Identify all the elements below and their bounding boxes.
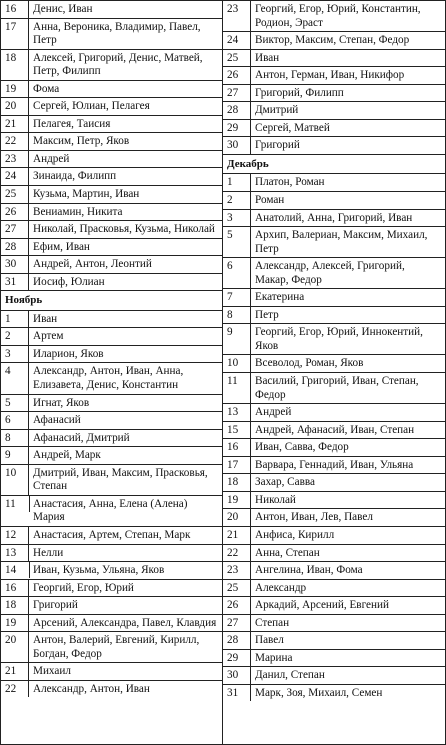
table-row	[1, 496, 222, 527]
table-row	[1, 328, 222, 346]
table-row	[223, 227, 445, 258]
table-column-right	[223, 1, 445, 744]
day-number: 10	[223, 355, 251, 372]
table-row	[1, 562, 222, 580]
table-column-left	[1, 1, 223, 744]
names-cell: Иван	[33, 312, 58, 325]
day-number: 3	[1, 346, 29, 363]
table-row	[223, 258, 445, 289]
day-number: 2	[223, 192, 251, 209]
day-number: 30	[223, 667, 251, 684]
names-cell: Александр	[255, 581, 307, 594]
day-number: 8	[223, 307, 251, 324]
names-cell: Антон, Герман, Иван, Никифор	[255, 69, 405, 82]
day-number: 1	[223, 174, 251, 191]
names-cell: Аркадий, Арсений, Евгений	[255, 599, 389, 612]
day-number: 15	[223, 422, 251, 439]
names-cell: Александр, Антон, Иван	[33, 682, 150, 695]
table-row	[1, 465, 222, 496]
names-cell: Андрей	[33, 152, 70, 165]
names-cell: Анна, Степан	[255, 546, 320, 559]
day-number: 7	[223, 289, 251, 306]
day-number: 20	[223, 509, 251, 526]
table-row	[223, 615, 445, 633]
day-number: 27	[223, 615, 251, 632]
names-cell: Иван, Кузьма, Ульяна, Яков	[33, 564, 165, 577]
names-cell: Варвара, Геннадий, Иван, Ульяна	[255, 458, 414, 471]
names-cell: Георгий, Егор, Юрий, Иннокентий, Яков	[255, 326, 423, 352]
table-row	[223, 685, 445, 702]
table-row	[1, 632, 222, 663]
day-number: 10	[1, 465, 29, 495]
table-row	[1, 239, 222, 257]
names-cell: Сергей, Юлиан, Пелагея	[33, 100, 150, 113]
names-cell: Андрей	[255, 406, 292, 419]
day-number: 26	[1, 204, 29, 221]
day-number: 5	[1, 395, 29, 412]
day-number: 18	[1, 50, 29, 80]
table-row	[1, 151, 222, 169]
day-number: 23	[223, 1, 251, 31]
day-number: 13	[223, 404, 251, 421]
names-cell: Александр, Антон, Иван, Анна, Елизавета, Денис, Константин	[33, 365, 184, 392]
day-number: 26	[223, 67, 251, 84]
names-cell: Григорий	[33, 599, 78, 612]
day-number: 28	[1, 239, 29, 256]
day-number: 6	[1, 412, 29, 429]
day-number: 31	[223, 685, 251, 702]
names-cell: Вениамин, Никита	[33, 205, 123, 218]
day-number: 5	[223, 227, 251, 257]
table-row	[1, 186, 222, 204]
day-number: 4	[1, 363, 29, 393]
day-number: 9	[1, 447, 29, 464]
table-row	[1, 81, 222, 99]
names-cell: Архип, Валериан, Максим, Михаил, Петр	[255, 229, 428, 255]
day-number: 11	[223, 373, 251, 403]
table-row	[1, 681, 222, 698]
names-cell: Георгий, Егор, Юрий	[33, 581, 134, 594]
day-number: 2	[1, 328, 29, 345]
day-number: 13	[1, 545, 29, 562]
names-cell: Афанасий, Дмитрий	[33, 431, 130, 444]
table-row	[1, 615, 222, 633]
table-row	[1, 412, 222, 430]
table-row	[223, 457, 445, 475]
table-row	[1, 50, 222, 81]
table-row	[223, 373, 445, 404]
names-cell: Артем	[33, 330, 64, 343]
table-row	[1, 363, 222, 394]
names-cell: Ефим, Иван	[33, 240, 90, 253]
names-cell: Антон, Валерий, Евгений, Кирилл, Богдан, Федор	[33, 634, 200, 660]
table-row	[223, 137, 445, 155]
names-cell: Григорий	[255, 139, 300, 152]
table-row	[223, 439, 445, 457]
names-cell: Фома	[33, 82, 60, 95]
day-number: 21	[1, 116, 29, 133]
table-row	[1, 580, 222, 598]
table-row	[1, 256, 222, 274]
day-number: 19	[1, 81, 29, 98]
table-row	[223, 67, 445, 85]
names-cell: Афанасий	[33, 414, 81, 427]
names-cell: Павел	[255, 634, 284, 647]
names-cell: Зинаида, Филипп	[33, 170, 117, 183]
names-cell: Арсений, Александра, Павел, Клавдия	[33, 616, 217, 629]
names-cell: Василий, Григорий, Иван, Степан, Федор	[255, 375, 419, 401]
day-number: 29	[223, 120, 251, 137]
table-row	[1, 98, 222, 116]
day-number: 19	[223, 492, 251, 509]
table-row	[1, 597, 222, 615]
table-row	[1, 116, 222, 134]
table-row	[223, 545, 445, 563]
table-row	[1, 346, 222, 364]
table-row	[1, 447, 222, 465]
day-number: 19	[1, 615, 29, 632]
day-number: 20	[1, 632, 29, 662]
day-number: 9	[223, 324, 251, 354]
names-cell: Виктор, Максим, Степан, Федор	[255, 34, 410, 47]
names-cell: Степан	[255, 616, 290, 629]
day-number: 25	[223, 50, 251, 67]
day-number: 31	[1, 274, 29, 291]
day-number: 14	[5, 564, 17, 577]
table-row	[1, 274, 222, 292]
table-row	[223, 474, 445, 492]
table-row	[223, 307, 445, 325]
month-header-row	[223, 155, 445, 175]
names-cell: Анатолий, Анна, Григорий, Иван	[255, 211, 413, 224]
day-number: 27	[1, 221, 29, 238]
table-row	[223, 562, 445, 580]
table-row	[223, 422, 445, 440]
names-cell: Николай, Прасковья, Кузьма, Николай	[33, 223, 215, 236]
day-number: 20	[1, 98, 29, 115]
day-number: 11	[5, 497, 16, 510]
names-cell: Дмитрий, Иван, Максим, Прасковья, Степан	[33, 466, 208, 493]
names-cell: Иван, Савва, Федор	[255, 441, 349, 454]
names-cell: Петр	[255, 308, 279, 321]
day-number: 18	[223, 474, 251, 491]
day-number: 29	[223, 650, 251, 667]
day-number: 27	[223, 85, 251, 102]
names-cell: Ангелина, Иван, Фома	[255, 564, 363, 577]
day-number: 25	[1, 186, 29, 203]
table-row	[223, 32, 445, 50]
names-cell: Андрей, Антон, Леонтий	[33, 258, 152, 271]
day-number: 24	[1, 168, 29, 185]
day-number: 21	[1, 663, 29, 680]
names-cell: Дмитрий	[255, 104, 299, 117]
table-row	[1, 395, 222, 413]
names-cell: Иосиф, Юлиан	[33, 275, 105, 288]
table-row	[223, 527, 445, 545]
table-row	[223, 404, 445, 422]
table-row	[1, 311, 222, 329]
day-number: 30	[1, 256, 29, 273]
day-number: 3	[223, 210, 251, 227]
day-number: 22	[1, 681, 29, 698]
names-cell: Екатерина	[255, 291, 305, 304]
table-row	[223, 492, 445, 510]
day-number: 16	[1, 1, 29, 18]
day-number: 1	[1, 311, 29, 328]
table-row	[1, 430, 222, 448]
table-row	[223, 120, 445, 138]
day-number: 8	[1, 430, 29, 447]
table-row	[223, 50, 445, 68]
day-number: 17	[1, 19, 29, 49]
table-row	[223, 355, 445, 373]
names-cell: Анна, Вероника, Владимир, Павел, Петр	[33, 20, 201, 47]
table-row	[223, 509, 445, 527]
table-row	[1, 204, 222, 222]
names-cell: Андрей, Афанасий, Иван, Степан	[255, 423, 415, 436]
month-header: Декабрь	[227, 157, 269, 170]
table-row	[223, 1, 445, 32]
table-row	[223, 580, 445, 598]
table-row	[223, 85, 445, 103]
day-number: 25	[223, 580, 251, 597]
day-number: 22	[223, 545, 251, 562]
names-cell: Кузьма, Мартин, Иван	[33, 188, 140, 201]
table-row	[223, 210, 445, 228]
names-cell: Роман	[255, 194, 285, 207]
day-number: 28	[223, 102, 251, 119]
table-row	[1, 663, 222, 681]
names-cell: Всеволод, Роман, Яков	[255, 357, 364, 370]
names-cell: Максим, Петр, Яков	[33, 135, 130, 148]
table-row	[1, 221, 222, 239]
day-number: 12	[1, 527, 29, 544]
day-number: 24	[223, 32, 251, 49]
table-row	[223, 192, 445, 210]
table-row	[223, 289, 445, 307]
names-cell: Анастасия, Артем, Степан, Марк	[33, 528, 191, 541]
table-row	[1, 1, 222, 19]
month-header-row	[1, 291, 222, 311]
table-row	[1, 168, 222, 186]
day-number: 17	[223, 457, 251, 474]
names-cell: Иларион, Яков	[33, 347, 104, 360]
names-cell: Алексей, Григорий, Денис, Матвей, Петр, Филипп	[33, 51, 203, 78]
names-cell: Марина	[255, 651, 293, 664]
names-cell: Михаил	[33, 665, 71, 678]
names-cell: Захар, Савва	[255, 476, 315, 489]
names-cell: Анфиса, Кирилл	[255, 528, 335, 541]
names-cell: Марк, Зоя, Михаил, Семен	[255, 686, 383, 699]
month-header: Ноябрь	[5, 294, 43, 307]
table-row	[223, 324, 445, 355]
names-cell: Георгий, Егор, Юрий, Константин, Родион, Эраст	[255, 3, 421, 29]
names-cell: Андрей, Марк	[33, 449, 101, 462]
table-row	[1, 133, 222, 151]
table-row	[223, 597, 445, 615]
names-cell: Сергей, Матвей	[255, 121, 330, 134]
table-row	[1, 545, 222, 563]
day-number: 22	[1, 133, 29, 150]
table-row	[223, 174, 445, 192]
names-cell: Данил, Степан	[255, 669, 325, 682]
table-row	[223, 632, 445, 650]
table-row	[223, 667, 445, 685]
table-row	[223, 102, 445, 120]
names-cell: Иван	[255, 51, 280, 64]
names-cell: Антон, Иван, Лев, Павел	[255, 511, 373, 524]
table-row	[1, 19, 222, 50]
names-cell: Григорий, Филипп	[255, 86, 344, 99]
day-number: 30	[223, 137, 251, 154]
table-row	[1, 527, 222, 545]
day-number: 6	[223, 258, 251, 288]
names-cell: Анастасия, Анна, Елена (Алена) Мария	[33, 497, 188, 524]
day-number: 18	[1, 597, 29, 614]
day-number: 23	[1, 151, 29, 168]
day-number: 16	[1, 580, 29, 597]
names-cell: Платон, Роман	[255, 176, 325, 189]
names-cell: Александр, Алексей, Григорий, Макар, Федор	[255, 260, 405, 286]
day-number: 26	[223, 597, 251, 614]
names-cell: Денис, Иван	[33, 3, 93, 15]
names-cell: Нелли	[33, 546, 64, 559]
day-number: 23	[223, 562, 251, 579]
day-number: 28	[223, 632, 251, 649]
names-cell: Игнат, Яков	[33, 396, 90, 409]
names-cell: Пелагея, Таисия	[33, 117, 111, 130]
names-cell: Николай	[255, 493, 296, 506]
day-number: 16	[223, 439, 251, 456]
day-number: 21	[223, 527, 251, 544]
table-row	[223, 650, 445, 668]
